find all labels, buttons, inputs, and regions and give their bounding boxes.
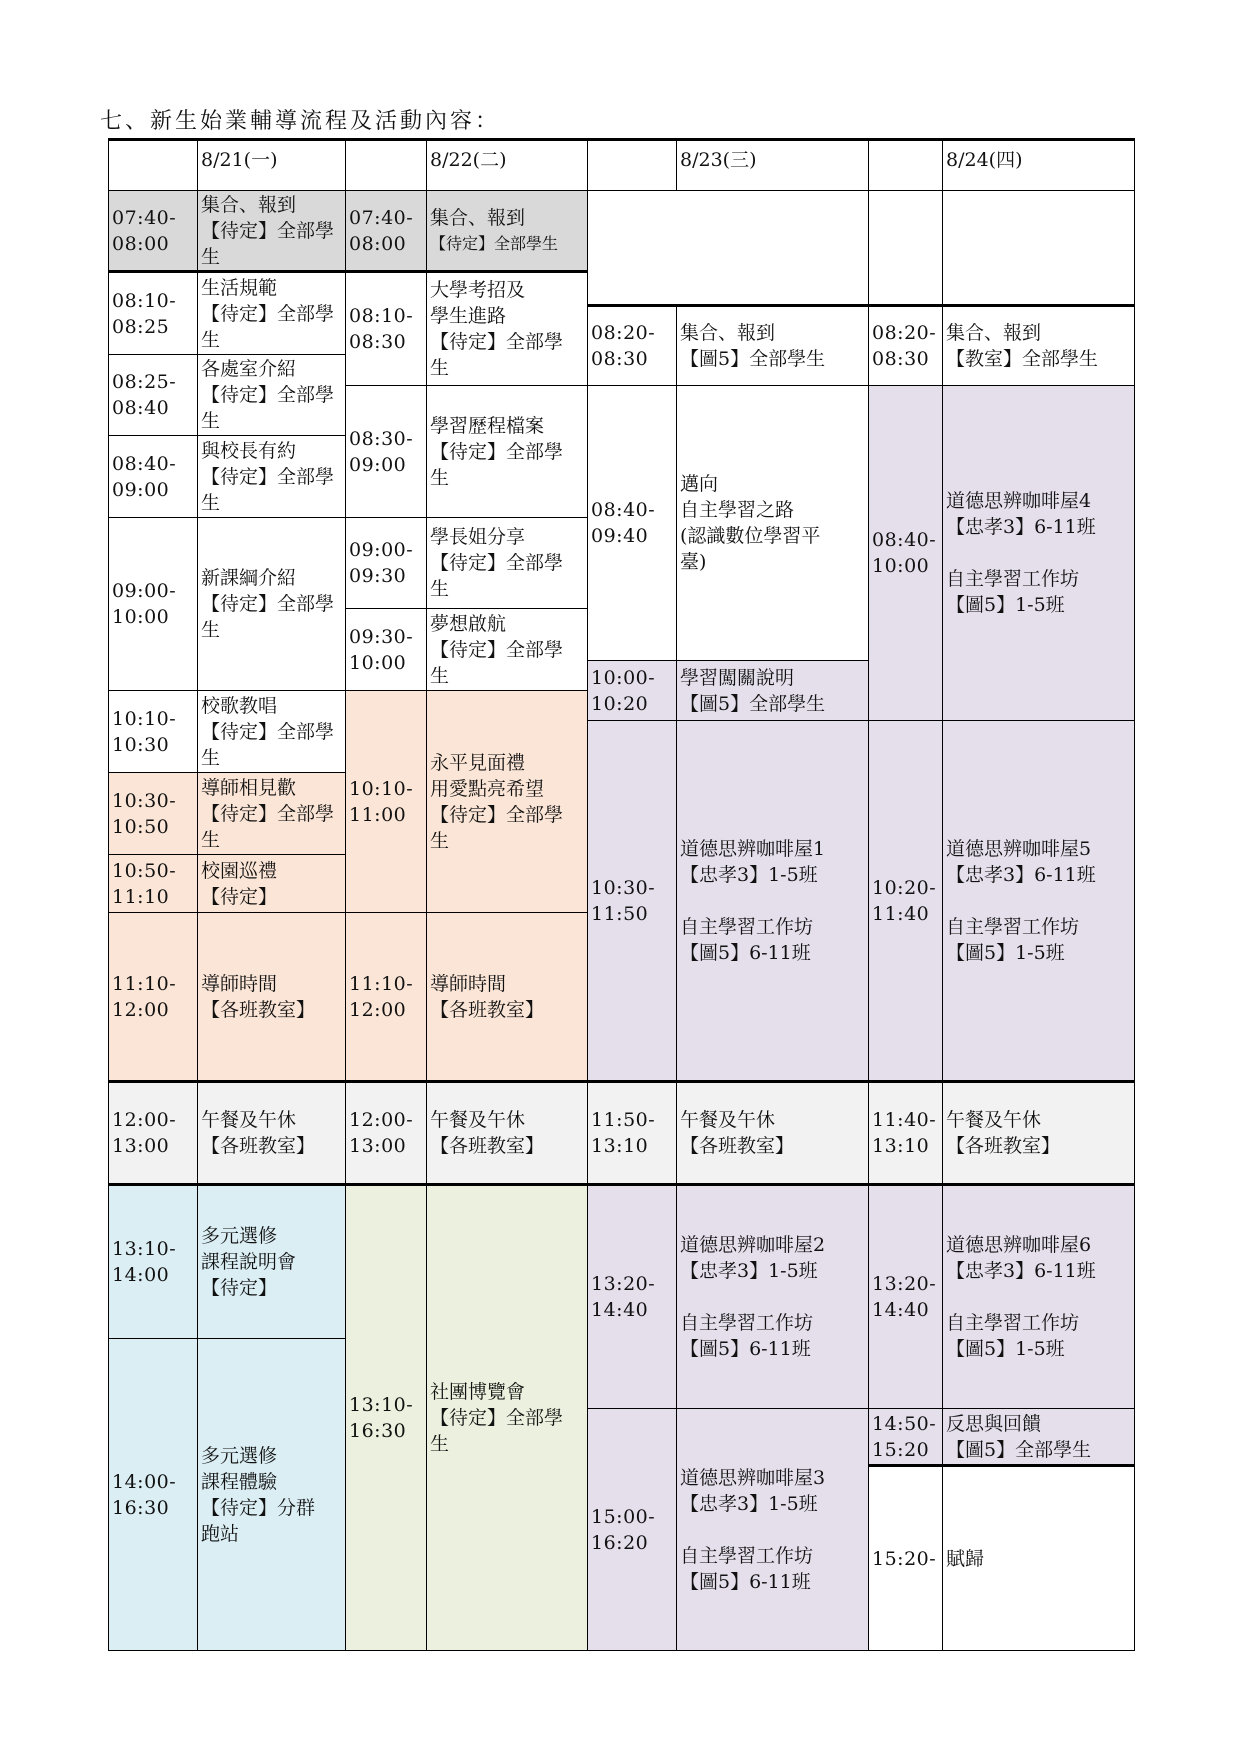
- d4-time-4-line: 11:40-: [872, 1109, 937, 1131]
- d1-time-12: [108, 1338, 198, 1651]
- d2-time-4-line: 09:30: [349, 565, 407, 587]
- d2-time-7: [345, 912, 427, 1081]
- d4-event-3-line: 道德思辨咖啡屋5: [946, 837, 1092, 860]
- d2-time-8-line: 12:00-: [349, 1109, 414, 1131]
- d2-time-1-line: 07:40-: [349, 206, 414, 229]
- d3-time-4: [587, 720, 677, 1081]
- section-heading: 七、新生始業輔導流程及活動內容：: [100, 109, 501, 134]
- d1-event-3: [197, 354, 346, 436]
- d1-time-3: [108, 354, 198, 436]
- d4-time-2-line: 08:40-: [872, 529, 937, 551]
- day-label: 8/22(二): [430, 149, 507, 171]
- d1-time-11-line: 14:00: [112, 1264, 170, 1286]
- d2-time-1: [345, 190, 427, 273]
- header-day-1: [197, 138, 346, 191]
- d1-event-2-line: 【待定】全部學: [201, 302, 335, 325]
- d3-event-7-line: [680, 1517, 865, 1543]
- d4-time-6-line: 15:20: [872, 1438, 930, 1461]
- d4-time-5: [868, 1183, 943, 1409]
- d1-time-9: [108, 912, 198, 1081]
- d1-event-1-line: 生: [201, 245, 221, 268]
- d3-time-5: [587, 1080, 677, 1184]
- d1-time-10: [108, 1080, 198, 1184]
- d4-event-5: [942, 1183, 1135, 1409]
- d4-time-3: [868, 720, 943, 1081]
- d3-event-4-line: 道德思辨咖啡屋1: [680, 837, 826, 860]
- d3-time-2: [587, 385, 677, 661]
- d1-event-9-line: 導師時間: [201, 972, 278, 995]
- d1-time-1-line: 07:40-: [112, 206, 177, 229]
- d3-event-2-line: 臺): [680, 551, 707, 573]
- d2-time-6-line: 10:10-: [349, 777, 414, 800]
- d3-event-5-line: 【各班教室】: [680, 1135, 795, 1157]
- d2-time-7-line: 11:10-: [349, 972, 414, 995]
- d1-time-12-line: 16:30: [112, 1496, 170, 1519]
- d4-blank-time-top: [868, 190, 943, 305]
- d4-time-3-line: 11:40: [872, 902, 930, 925]
- d2-time-3: [345, 385, 427, 518]
- d3-event-3-line: 【圖5】全部學生: [680, 692, 826, 715]
- d3-event-1-line: 【圖5】全部學生: [680, 348, 826, 370]
- d2-event-5: [426, 608, 588, 691]
- d2-event-6-line: 永平見面禮: [430, 751, 526, 774]
- d2-event-7-line: 導師時間: [430, 972, 507, 995]
- d3-event-2-line: 自主學習之路: [680, 499, 795, 521]
- d2-time-9-line: 16:30: [349, 1420, 407, 1442]
- d3-event-6-line: [680, 1284, 865, 1310]
- d3-event-6-line: 【忠孝3】1-5班: [680, 1260, 818, 1282]
- d4-event-6-line: 反思與回饋: [946, 1412, 1042, 1435]
- d4-event-7: [942, 1466, 1135, 1651]
- d4-time-1: [868, 304, 943, 386]
- d4-time-7: [868, 1466, 943, 1651]
- d2-time-2-line: 08:10-: [349, 305, 414, 327]
- d1-event-10-line: 午餐及午休: [201, 1109, 297, 1131]
- d3-time-3-line: 10:20: [591, 692, 649, 715]
- d1-time-2-line: 08:25: [112, 315, 170, 338]
- d2-event-6-line: 用愛點亮希望: [430, 777, 545, 800]
- day-label: 8/23(三): [680, 149, 757, 171]
- d1-event-12-line: 多元選修: [201, 1444, 278, 1467]
- d1-time-11: [108, 1183, 198, 1339]
- d3-event-4-line: 【忠孝3】1-5班: [680, 863, 818, 886]
- d1-event-3-line: 生: [201, 410, 221, 432]
- d4-event-4: [942, 1080, 1135, 1184]
- d1-event-4-line: 與校長有約: [201, 439, 297, 462]
- d3-event-1: [676, 304, 869, 386]
- header-day-4: [942, 138, 1135, 191]
- d1-time-6-line: 10:30: [112, 733, 170, 756]
- d2-event-7-line: 【各班教室】: [430, 998, 545, 1021]
- d1-event-8: [197, 854, 346, 913]
- d1-event-1-line: 【待定】全部學: [201, 219, 335, 242]
- d1-time-12-line: 14:00-: [112, 1470, 177, 1493]
- d3-event-6-line: 自主學習工作坊: [680, 1312, 814, 1334]
- d2-event-2-line: 大學考招及: [430, 279, 526, 301]
- d2-time-3-line: 09:00: [349, 453, 407, 476]
- d3-time-6-line: 14:40: [591, 1299, 649, 1321]
- d1-event-11-line: 【待定】: [201, 1277, 278, 1299]
- d1-event-5: [197, 517, 346, 691]
- d4-event-1-line: 【教室】全部學生: [946, 348, 1099, 370]
- d1-event-7-line: 生: [201, 828, 221, 851]
- header-day-3: [676, 138, 869, 191]
- d2-event-5-line: 夢想啟航: [430, 612, 507, 635]
- d1-time-7: [108, 772, 198, 855]
- d2-event-1-line: 集合、報到: [430, 206, 526, 229]
- d1-event-10-line: 【各班教室】: [201, 1135, 316, 1157]
- d2-time-2: [345, 272, 427, 386]
- d1-event-6-line: 生: [201, 746, 221, 769]
- d1-time-5-line: 10:00: [112, 606, 170, 628]
- d3-event-4-line: [680, 888, 865, 914]
- d2-event-8: [426, 1080, 588, 1184]
- d4-event-2-line: 【忠孝3】6-11班: [946, 516, 1096, 538]
- d4-event-6: [942, 1408, 1135, 1467]
- d2-event-5-line: 生: [430, 664, 450, 687]
- d4-event-3-line: [946, 888, 1131, 914]
- d2-time-8-line: 13:00: [349, 1135, 407, 1157]
- d1-time-10-line: 12:00-: [112, 1109, 177, 1131]
- d2-event-7: [426, 912, 588, 1081]
- d2-event-2-line: 學生進路: [430, 305, 507, 327]
- d1-time-8-line: 11:10: [112, 885, 170, 908]
- d2-time-1-line: 08:00: [349, 232, 407, 255]
- d4-event-2: [942, 385, 1135, 721]
- d2-event-4: [426, 517, 588, 609]
- d1-event-6-line: 校歌教唱: [201, 694, 278, 717]
- d2-event-2-line: 生: [430, 357, 450, 379]
- d4-event-5-line: 自主學習工作坊: [946, 1312, 1080, 1334]
- d1-event-9: [197, 912, 346, 1081]
- d3-event-7-line: 【忠孝3】1-5班: [680, 1492, 818, 1515]
- d1-event-4-line: 【待定】全部學: [201, 465, 335, 488]
- d2-event-1: [426, 190, 588, 273]
- d1-event-12: [197, 1338, 346, 1651]
- d1-event-10: [197, 1080, 346, 1184]
- d1-time-10-line: 13:00: [112, 1135, 170, 1157]
- d1-event-5-line: 【待定】全部學: [201, 593, 335, 615]
- d2-event-6-line: 生: [430, 829, 450, 852]
- d1-event-12-line: 課程體驗: [201, 1470, 278, 1493]
- d1-time-2-line: 08:10-: [112, 289, 177, 312]
- d4-time-5-line: 13:20-: [872, 1273, 937, 1295]
- d1-time-3-line: 08:25-: [112, 371, 177, 393]
- day-label: 8/24(四): [946, 149, 1023, 171]
- d4-time-2-line: 10:00: [872, 555, 930, 577]
- d2-event-6-line: 【待定】全部學: [430, 803, 564, 826]
- d2-time-3-line: 08:30-: [349, 427, 414, 450]
- d2-event-3-line: 學習歷程檔案: [430, 414, 545, 437]
- d2-time-5-line: 10:00: [349, 651, 407, 674]
- d4-event-5-line: 【忠孝3】6-11班: [946, 1260, 1096, 1282]
- d4-event-4-line: 午餐及午休: [946, 1109, 1042, 1131]
- d1-time-4: [108, 435, 198, 518]
- d1-time-1-line: 08:00: [112, 232, 170, 255]
- d3-event-6-line: 【圖5】6-11班: [680, 1338, 811, 1360]
- d4-event-7-line: 賦歸: [946, 1547, 985, 1570]
- d3-time-2-line: 09:40: [591, 525, 649, 547]
- d3-event-5-line: 午餐及午休: [680, 1109, 776, 1131]
- d1-event-12-line: 【待定】分群: [201, 1496, 316, 1519]
- d3-time-5-line: 13:10: [591, 1135, 649, 1157]
- header-blank-2: [345, 138, 427, 191]
- d3-event-2-line: (認識數位學習平: [680, 525, 821, 547]
- d4-time-3-line: 10:20-: [872, 876, 937, 899]
- d3-time-3: [587, 660, 677, 721]
- d4-blank-event-top: [942, 190, 1135, 305]
- d2-event-4-line: 生: [430, 578, 450, 600]
- d3-time-4-line: 10:30-: [591, 876, 656, 899]
- d4-event-3: [942, 720, 1135, 1081]
- d2-event-9-line: 生: [430, 1433, 450, 1455]
- day-label: 8/21(一): [201, 149, 278, 171]
- d1-time-2: [108, 272, 198, 355]
- d4-event-1-line: 集合、報到: [946, 322, 1042, 344]
- d4-event-3-line: 【忠孝3】6-11班: [946, 863, 1096, 886]
- header-day-2: [426, 138, 588, 191]
- d1-time-5: [108, 517, 198, 691]
- d1-time-6-line: 10:10-: [112, 707, 177, 730]
- d2-event-9-line: 【待定】全部學: [430, 1407, 564, 1429]
- d3-time-7: [587, 1408, 677, 1651]
- d3-time-6-line: 13:20-: [591, 1273, 656, 1295]
- d3-event-6-line: 道德思辨咖啡屋2: [680, 1234, 826, 1256]
- d3-time-7-line: 16:20: [591, 1531, 649, 1554]
- d1-event-7-line: 【待定】全部學: [201, 802, 335, 825]
- d1-event-8-line: 【待定】: [201, 885, 278, 908]
- d1-event-5-line: 新課綱介紹: [201, 567, 297, 589]
- d4-time-4-line: 13:10: [872, 1135, 930, 1157]
- d3-time-7-line: 15:00-: [591, 1505, 656, 1528]
- d1-event-9-line: 【各班教室】: [201, 998, 316, 1021]
- d1-event-4: [197, 435, 346, 518]
- d4-event-5-line: 【圖5】1-5班: [946, 1338, 1065, 1360]
- d1-event-3-line: 各處室介紹: [201, 358, 297, 380]
- d4-event-2-line: 【圖5】1-5班: [946, 594, 1065, 616]
- d4-time-7-line: 15:20-: [872, 1547, 937, 1570]
- d3-event-6: [676, 1183, 869, 1409]
- d3-event-2-line: 邁向: [680, 473, 719, 495]
- d1-event-7-line: 導師相見歡: [201, 776, 297, 799]
- d3-event-7-line: 【圖5】6-11班: [680, 1570, 811, 1593]
- d3-event-1-line: 集合、報到: [680, 322, 776, 344]
- d4-event-2-line: 自主學習工作坊: [946, 568, 1080, 590]
- d2-event-2-line: 【待定】全部學: [430, 331, 564, 353]
- d2-event-3: [426, 385, 588, 518]
- d3-time-5-line: 11:50-: [591, 1109, 656, 1131]
- d1-event-11: [197, 1183, 346, 1339]
- d2-event-1-line: 【待定】全部學生: [430, 233, 559, 253]
- d2-event-9: [426, 1183, 588, 1651]
- d1-event-11-line: 課程說明會: [201, 1251, 297, 1273]
- d3-blank-top: [587, 190, 869, 305]
- d4-time-6: [868, 1408, 943, 1467]
- d1-time-9-line: 11:10-: [112, 972, 177, 995]
- d3-event-3-line: 學習闖關說明: [680, 666, 795, 689]
- d1-time-11-line: 13:10-: [112, 1238, 177, 1260]
- d1-event-4-line: 生: [201, 491, 221, 514]
- d4-time-4: [868, 1080, 943, 1184]
- d1-event-6-line: 【待定】全部學: [201, 720, 335, 743]
- d2-time-2-line: 08:30: [349, 331, 407, 353]
- d1-time-7-line: 10:30-: [112, 789, 177, 812]
- d1-event-2-line: 生活規範: [201, 276, 278, 299]
- d3-time-3-line: 10:00-: [591, 666, 656, 689]
- d3-event-3: [676, 660, 869, 721]
- d2-event-3-line: 【待定】全部學: [430, 440, 564, 463]
- d2-event-8-line: 【各班教室】: [430, 1135, 545, 1157]
- d1-time-1: [108, 190, 198, 273]
- d3-time-1-line: 08:20-: [591, 322, 656, 344]
- d1-event-1: [197, 190, 346, 273]
- d3-event-7: [676, 1408, 869, 1651]
- d1-event-2: [197, 272, 346, 355]
- d4-time-5-line: 14:40: [872, 1299, 930, 1321]
- d1-time-5-line: 09:00-: [112, 580, 177, 602]
- d4-event-3-line: 【圖5】1-5班: [946, 941, 1065, 964]
- d2-event-2: [426, 272, 588, 386]
- d2-time-7-line: 12:00: [349, 998, 407, 1021]
- d1-time-4-line: 09:00: [112, 478, 170, 501]
- d3-event-2: [676, 385, 869, 661]
- d3-time-2-line: 08:40-: [591, 499, 656, 521]
- d3-event-4-line: 自主學習工作坊: [680, 915, 814, 938]
- d2-time-4: [345, 517, 427, 609]
- d4-event-3-line: 自主學習工作坊: [946, 915, 1080, 938]
- d2-time-8: [345, 1080, 427, 1184]
- d2-event-6: [426, 690, 588, 913]
- d2-event-8-line: 午餐及午休: [430, 1109, 526, 1131]
- d3-event-7-line: 道德思辨咖啡屋3: [680, 1466, 826, 1489]
- d1-time-6: [108, 690, 198, 773]
- d1-time-7-line: 10:50: [112, 815, 170, 838]
- d1-event-2-line: 生: [201, 328, 221, 351]
- d3-event-4: [676, 720, 869, 1081]
- d3-time-1: [587, 304, 677, 386]
- d4-time-2: [868, 385, 943, 721]
- d2-time-9-line: 13:10-: [349, 1394, 414, 1416]
- header-blank-3: [587, 138, 677, 191]
- d1-time-3-line: 08:40: [112, 397, 170, 419]
- d1-event-5-line: 生: [201, 619, 221, 641]
- d2-event-3-line: 生: [430, 466, 450, 489]
- d2-time-9: [345, 1183, 427, 1651]
- d4-event-5-line: [946, 1284, 1131, 1310]
- d4-event-2-line: [946, 540, 1131, 566]
- d2-time-6: [345, 690, 427, 913]
- d3-event-4-line: 【圖5】6-11班: [680, 941, 811, 964]
- d3-time-4-line: 11:50: [591, 902, 649, 925]
- d1-time-8-line: 10:50-: [112, 859, 177, 882]
- d3-time-1-line: 08:30: [591, 348, 649, 370]
- d4-event-1: [942, 304, 1135, 386]
- d4-time-1-line: 08:30: [872, 348, 930, 370]
- d2-event-5-line: 【待定】全部學: [430, 638, 564, 661]
- d2-time-5-line: 09:30-: [349, 625, 414, 648]
- d1-time-4-line: 08:40-: [112, 452, 177, 475]
- d4-time-1-line: 08:20-: [872, 322, 937, 344]
- d1-event-12-line: 跑站: [201, 1522, 240, 1545]
- d2-event-4-line: 【待定】全部學: [430, 552, 564, 574]
- header-blank-4: [868, 138, 943, 191]
- header-blank-1: [108, 138, 198, 191]
- d1-event-3-line: 【待定】全部學: [201, 384, 335, 406]
- d1-time-9-line: 12:00: [112, 998, 170, 1021]
- d1-event-1-line: 集合、報到: [201, 193, 297, 216]
- d2-event-4-line: 學長姐分享: [430, 526, 526, 548]
- d3-time-6: [587, 1183, 677, 1409]
- d1-event-6: [197, 690, 346, 773]
- d3-event-5: [676, 1080, 869, 1184]
- d1-event-8-line: 校園巡禮: [201, 859, 278, 882]
- d1-event-7: [197, 772, 346, 855]
- d4-time-6-line: 14:50-: [872, 1412, 937, 1435]
- d4-event-6-line: 【圖5】全部學生: [946, 1438, 1092, 1461]
- d2-event-9-line: 社團博覽會: [430, 1381, 526, 1403]
- d1-event-11-line: 多元選修: [201, 1225, 278, 1247]
- d3-event-7-line: 自主學習工作坊: [680, 1544, 814, 1567]
- d4-event-4-line: 【各班教室】: [946, 1135, 1061, 1157]
- d2-time-5: [345, 608, 427, 691]
- d1-time-8: [108, 854, 198, 913]
- d4-event-5-line: 道德思辨咖啡屋6: [946, 1234, 1092, 1256]
- d4-event-2-line: 道德思辨咖啡屋4: [946, 490, 1092, 512]
- d2-time-6-line: 11:00: [349, 803, 407, 826]
- d2-time-4-line: 09:00-: [349, 539, 414, 561]
